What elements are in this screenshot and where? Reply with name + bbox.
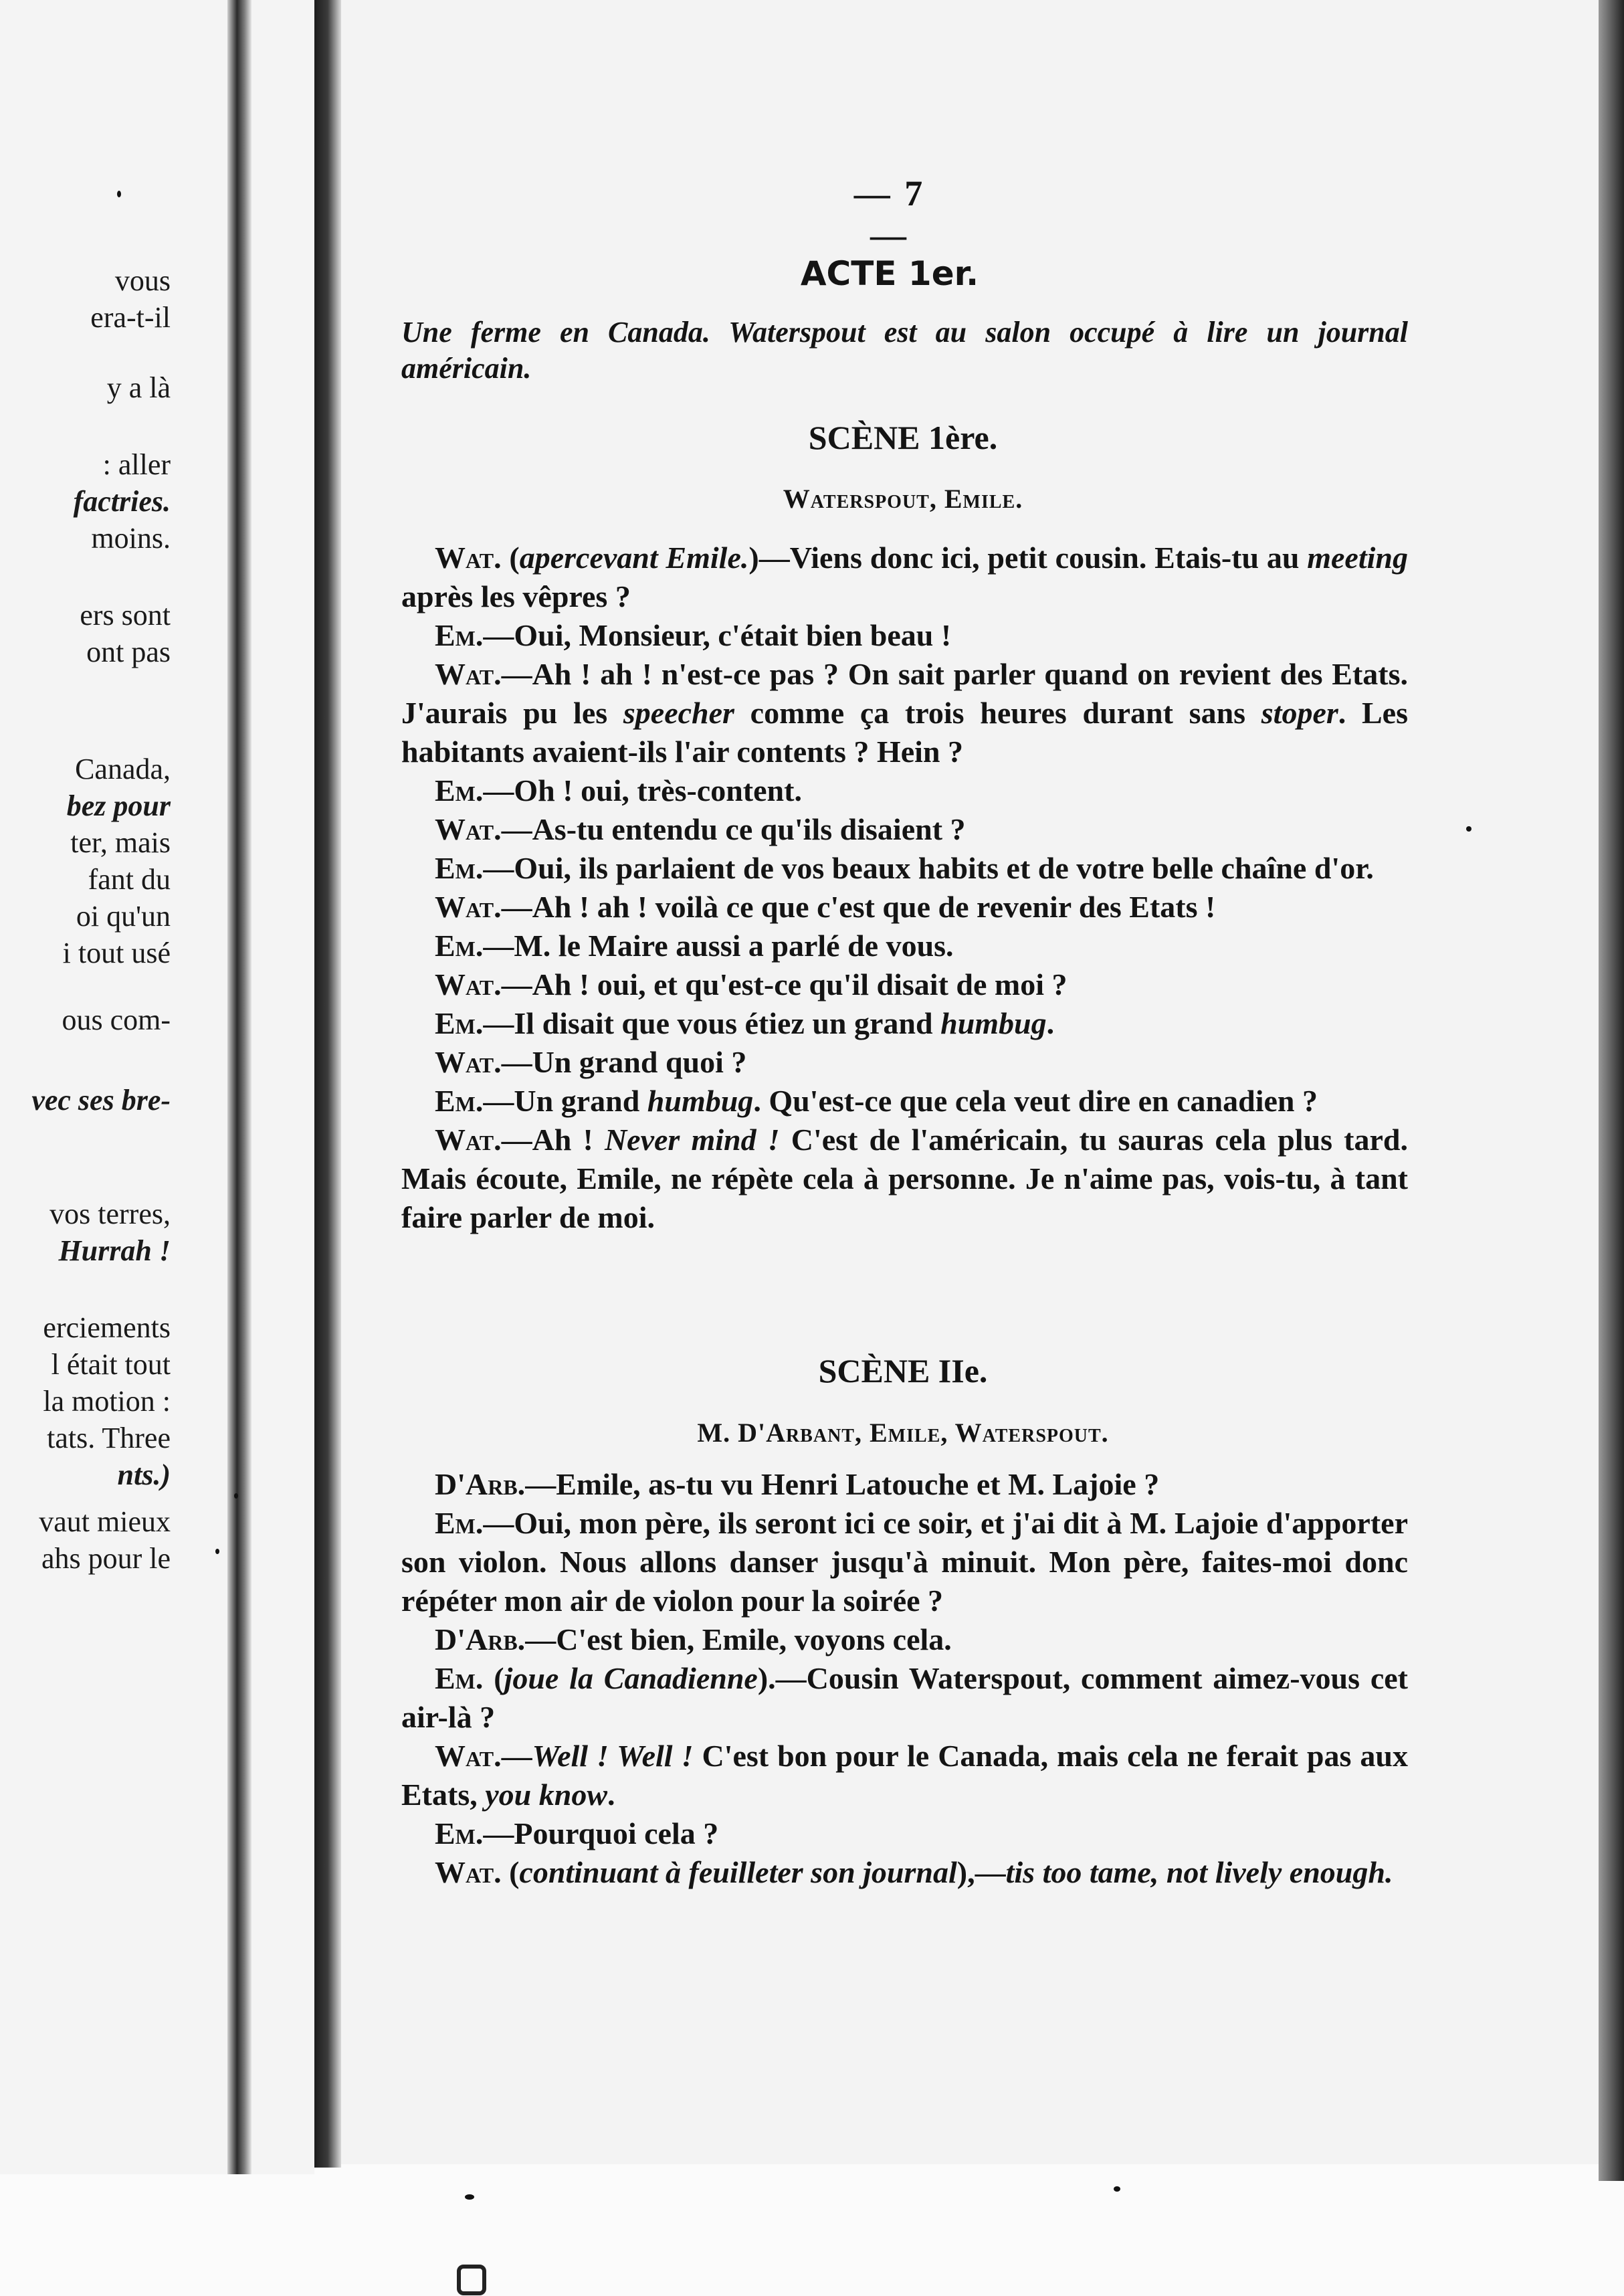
speech-text: —Pourquoi cela ? [483,1816,719,1850]
italic-text: humbug [647,1084,754,1118]
speech-text: . [607,1778,615,1812]
speech-line [401,539,1408,616]
speech-line [401,771,1408,810]
scene-2-heading: SCÈNE IIe. [818,1352,988,1390]
speech-text: —Oh ! oui, très-content. [483,773,802,807]
left-page-fragment: ous com- [62,1003,171,1036]
speech-text: —Oui, ils parlaient de vos beaux habits et de votre belle chaîne d'or. [483,851,1374,885]
italic-text: Never mind ! [604,1123,780,1157]
speaker-name: Wat. [435,1045,502,1079]
italic-text: humbug [940,1006,1047,1040]
speech-text: ( [501,541,520,575]
speech-line [401,810,1408,849]
speech-text: —Ah ! [501,1123,605,1157]
left-page-fragment: la motion : [43,1385,171,1418]
speech-text: —Un grand [483,1084,647,1118]
speech-text: C'est bon pour le Canada, mais cela ne ferait pas aux Etats, [401,1739,1408,1812]
italic-text: speecher [623,696,734,730]
speaker-name: Wat. [435,1123,502,1157]
speech-text: —Emile, as-tu vu Henri Latouche et M. Lajoie ? [525,1467,1160,1501]
speaker-name: D'Arb. [435,1467,526,1501]
speaker-name: Wat. [435,541,502,575]
page-number: — 7 — [853,173,926,255]
speech-line [401,616,1408,655]
speaker-name: Wat. [435,967,502,1001]
speaker-name: Em. [435,851,484,885]
left-page-fragment: vous [114,264,171,297]
speech-line [401,965,1408,1004]
speech-line [401,655,1408,771]
speech-line [401,1004,1408,1043]
left-page-fragment: oi qu'un [76,900,171,933]
italic-text: tis too tame, not lively enough. [1005,1855,1393,1889]
ink-speck [215,1549,219,1554]
left-page-fragment: i tout usé [62,937,171,969]
scene-1-cast: Waterspout, Emile. [783,484,1023,514]
speech-line [401,1465,1408,1504]
speech-text: —Ah ! ah ! n'est-ce pas ? On sait parler quand on revient des Etats. J'aurais pu les [401,657,1408,730]
left-page-fragment: vec ses bre- [31,1084,171,1117]
speech-text: —Un grand quoi ? [501,1045,747,1079]
left-page-fragment: nts.) [117,1458,171,1491]
left-page-fragment: bez pour [66,789,171,822]
speaker-name: Wat. [435,1855,502,1889]
speech-text: . Qu'est-ce que cela veut dire en canadien ? [753,1084,1318,1118]
italic-text: you know [485,1778,607,1812]
speech-text: . [1046,1006,1055,1040]
right-page-edge [1599,0,1624,2181]
speech-line [401,1043,1408,1082]
speech-text: comme ça trois heures durant sans [734,696,1261,730]
speech-text: C'est de l'américain, tu sauras cela plus tard. Mais écoute, Emile, ne répète cela à personne. Je n'aime pas, vois-tu, à tant faire parler de moi. [401,1123,1408,1234]
left-page-fragment: y a là [106,371,171,404]
left-page-fragment: vaut mieux [39,1505,171,1538]
speech-line [401,1082,1408,1121]
left-page-gutter [227,0,251,2174]
speaker-name: Wat. [435,1739,502,1773]
speech-line [401,1853,1408,1892]
speaker-name: Em. [435,618,484,652]
left-page-fragment: Canada, [75,753,171,785]
italic-text: stoper [1261,696,1338,730]
left-page-fragment: erciements [43,1311,171,1344]
speech-line [401,1659,1408,1737]
speech-text: —Oui, Monsieur, c'était bien beau ! [483,618,952,652]
speech-text: —C'est bien, Emile, voyons cela. [525,1622,952,1656]
ink-speck [234,1493,238,1499]
scene-1-dialogue [401,539,1408,1237]
speaker-name: Wat. [435,812,502,846]
italic-text: continuant à feuilleter son journal [519,1855,957,1889]
speech-line [401,1814,1408,1853]
speech-line [401,888,1408,927]
speaker-name: Em. [435,1661,484,1695]
left-page-fragment: ter, mais [70,826,171,859]
left-page-fragment: factries. [73,485,171,518]
speech-text: —Ah ! ah ! voilà ce que c'est que de revenir des Etats ! [501,890,1216,924]
speech-text: )—Viens donc ici, petit cousin. Etais-tu au [748,541,1308,575]
left-page-fragment: l était tout [51,1348,171,1381]
ink-speck [1466,826,1471,832]
scene-2-cast: M. D'Arbant, Emile, Waterspout. [697,1418,1109,1448]
left-page-fragment: vos terres, [49,1198,171,1230]
left-page-fragment: Hurrah ! [58,1234,171,1267]
left-page-fragment: ers sont [80,599,171,632]
speech-line [401,1504,1408,1620]
ink-blot [457,2265,486,2295]
left-page-fragment: : aller [102,448,171,481]
speech-text: —Ah ! oui, et qu'est-ce qu'il disait de moi ? [501,967,1068,1001]
italic-text: meeting [1307,541,1408,575]
speech-text: —Oui, mon père, ils seront ici ce soir, et j'ai dit à M. Lajoie d'apporter son violon. Nous allons danser jusqu'à minuit. Mon père, faites-moi donc répéter mon air de violon pour la soirée ? [401,1506,1408,1618]
speaker-name: D'Arb. [435,1622,526,1656]
italic-text: joue la Canadienne [504,1661,758,1695]
speaker-name: Em. [435,1084,484,1118]
left-page-fragment: ahs pour le [41,1542,171,1575]
ink-speck [117,191,121,197]
speech-text: —M. le Maire aussi a parlé de vous. [483,929,954,963]
left-page-fragment: era-t-il [90,301,171,334]
left-page-fragment: moins. [91,522,171,555]
speech-text: —As-tu entendu ce qu'ils disaient ? [501,812,966,846]
speech-text: après les vêpres ? [401,579,631,613]
ink-speck [1114,2186,1120,2192]
speech-line [401,1121,1408,1237]
left-page-fragment: ont pas [86,636,171,668]
speech-text: ),— [956,1855,1006,1889]
left-page-fragment: fant du [88,863,171,896]
speaker-name: Em. [435,1816,484,1850]
speech-line [401,927,1408,965]
speaker-name: Wat. [435,657,502,691]
speech-text: ).—Cousin Waterspout, comment aimez-vous cet air-là ? [401,1661,1408,1734]
speech-line [401,849,1408,888]
speaker-name: Em. [435,773,484,807]
left-facing-page [0,0,314,2174]
scene-1-heading: SCÈNE 1ère. [808,419,998,456]
speech-text: —Il disait que vous étiez un grand [483,1006,941,1040]
stage-direction: Une ferme en Canada. Waterspout est au salon occupé à lire un journal américain. [401,316,1408,385]
act-title: ACTE 1er. [800,254,979,293]
left-page-fragment: tats. Three [47,1422,171,1454]
speaker-name: Wat. [435,890,502,924]
speaker-name: Em. [435,1006,484,1040]
ink-speck [465,2194,474,2200]
speech-text: — [501,1739,532,1773]
italic-text: apercevant Emile. [519,541,749,575]
italic-text: Well ! Well ! [532,1739,694,1773]
speaker-name: Em. [435,1506,484,1540]
speech-text: ( [483,1661,504,1695]
speech-line [401,1737,1408,1814]
book-spine [314,0,341,2168]
speech-line [401,1620,1408,1659]
speech-text: ( [501,1855,520,1889]
scene-2-dialogue [401,1465,1408,1892]
speaker-name: Em. [435,929,484,963]
speech-text: . Les habitants avaient-ils l'air contents ? Hein ? [401,696,1408,769]
